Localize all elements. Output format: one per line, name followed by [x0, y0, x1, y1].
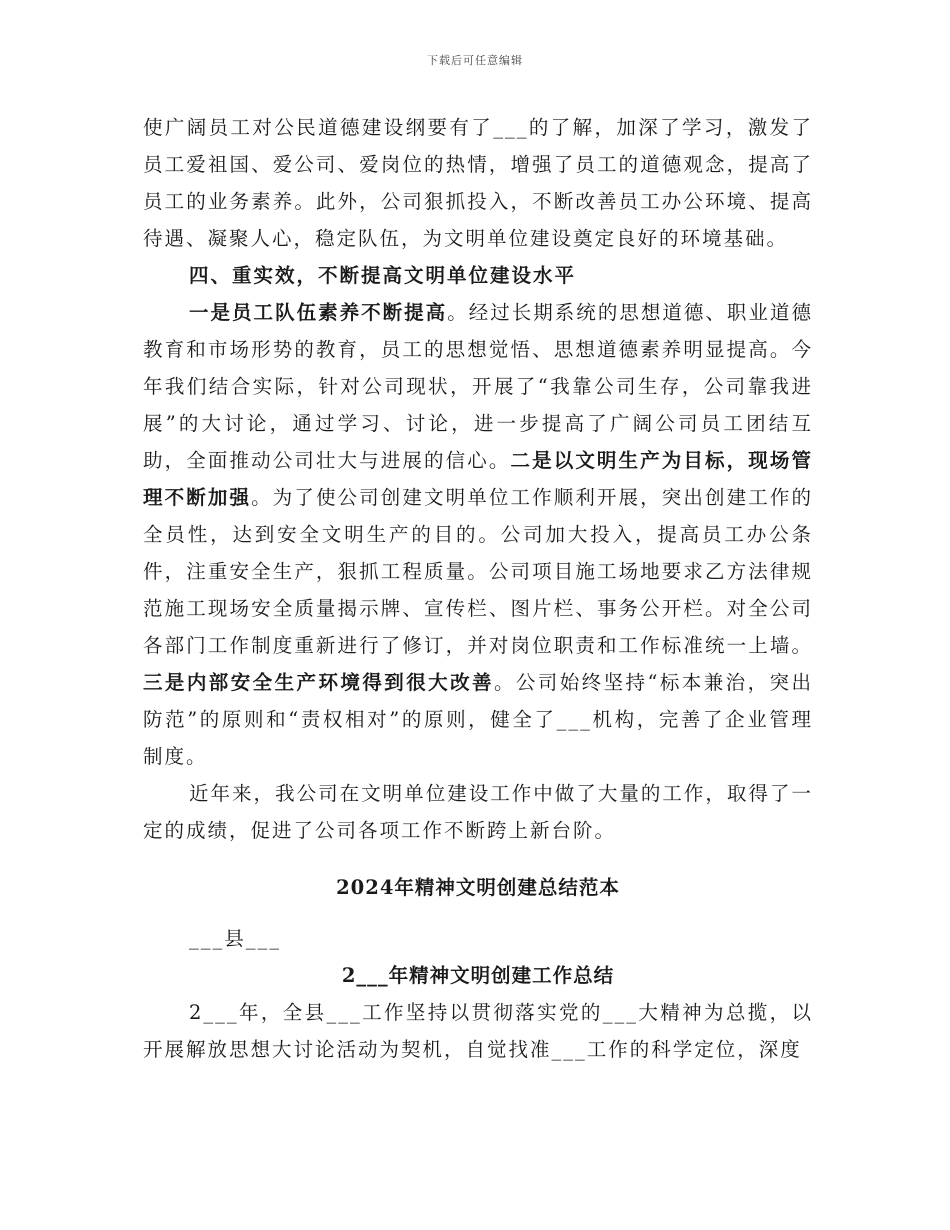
fill-blank: ___	[203, 1001, 239, 1024]
spacer	[143, 906, 813, 920]
section-heading-four: 四、重实效，不断提高文明单位建设水平	[189, 264, 577, 287]
subtitle-text: 年精神文明创建工作总结	[388, 964, 615, 987]
document-body	[143, 109, 813, 1068]
paragraph-text: 年，全县	[238, 1001, 327, 1024]
spacer	[143, 849, 813, 869]
fill-blank: ___	[326, 1001, 362, 1024]
fill-blank: ___	[245, 927, 282, 950]
paragraph-text: 。经过长期系统的思想道德、职业道德教育和市场形势的教育，员工的思想觉悟、思想道德素养明显提高。今年我们结合实际，针对公司现状，开展了“我靠公司生存，公司靠我进展”的大讨论，通过学习、讨论，进一步提高了广阔公司员工团结互助，全面推动公司壮大与进展的信心。	[143, 301, 813, 472]
paragraph-text: 机构，完善了企业管理制度。	[143, 708, 813, 768]
subtitle-text: 2	[341, 964, 357, 987]
point-two-heading: 二是以文明生产为目标，现场管理不断加强	[143, 449, 813, 509]
fill-blank: ___	[551, 1038, 587, 1061]
point-three-heading: 三是内部安全生产环境得到很大改善	[143, 671, 494, 694]
point-one-heading: 一是员工队伍素养不断提高	[189, 301, 448, 324]
summary-subtitle	[143, 957, 813, 994]
fill-blank: ___	[556, 708, 592, 731]
paragraph-conclusion: 近年来，我公司在文明单位建设工作中做了大量的工作，取得了一定的成绩，促进了公司各项工作不断跨上新台阶。	[143, 782, 813, 842]
fill-blank: ___	[493, 116, 529, 139]
county-label: 县	[224, 927, 246, 950]
paragraph-county-summary	[143, 994, 813, 1068]
paragraph-staff-ethics	[143, 109, 813, 257]
fill-blank: ___	[356, 964, 389, 987]
paragraph-text: 大精神为总揽，以开展解放思想大讨论活动为契机，自觉找准	[143, 1001, 813, 1061]
paragraph-achievements	[143, 294, 813, 775]
county-line	[143, 920, 813, 957]
paragraph-text: 的了解，加深了学习，激发了员工爱祖国、爱公司、爱岗位的热情，增强了员工的道德观念，提高了员工的业务素养。此外，公司狠抓投入，不断改善员工办公环境、提高待遇、凝聚人心，稳定队伍，为文明单位建设奠定良好的环境基础。	[143, 116, 813, 250]
paragraph-text: 使广阔员工对公民道德建设纲要有了	[143, 116, 494, 139]
document-title: 2024年精神文明创建总结范本	[336, 876, 620, 899]
paragraph-text: 2	[189, 1001, 204, 1024]
paragraph-text: 工作的科学定位，深度	[586, 1038, 802, 1061]
fill-blank: ___	[189, 927, 225, 950]
page-header: 下载后可任意编辑	[427, 54, 523, 67]
fill-blank: ___	[602, 1001, 638, 1024]
paragraph-text: 工作坚持以贯彻落实党的	[361, 1001, 603, 1024]
paragraph-text: 。公司始终坚持“标本兼治，突出防范”的原则和“责权相对”的原则，健全了	[143, 671, 813, 731]
paragraph-text: 。为了使公司创建文明单位工作顺利开展，突出创建工作的全员性，达到安全文明生产的目的。公司加大投入，提高员工办公条件，注重安全生产，狠抓工程质量。公司项目施工场地要求乙方法律规范施工现场安全质量揭示牌、宣传栏、图片栏、事务公开栏。对全公司各部门工作制度重新进行了修订，并对岗位职责和工作标准统一上墙。	[143, 486, 813, 657]
